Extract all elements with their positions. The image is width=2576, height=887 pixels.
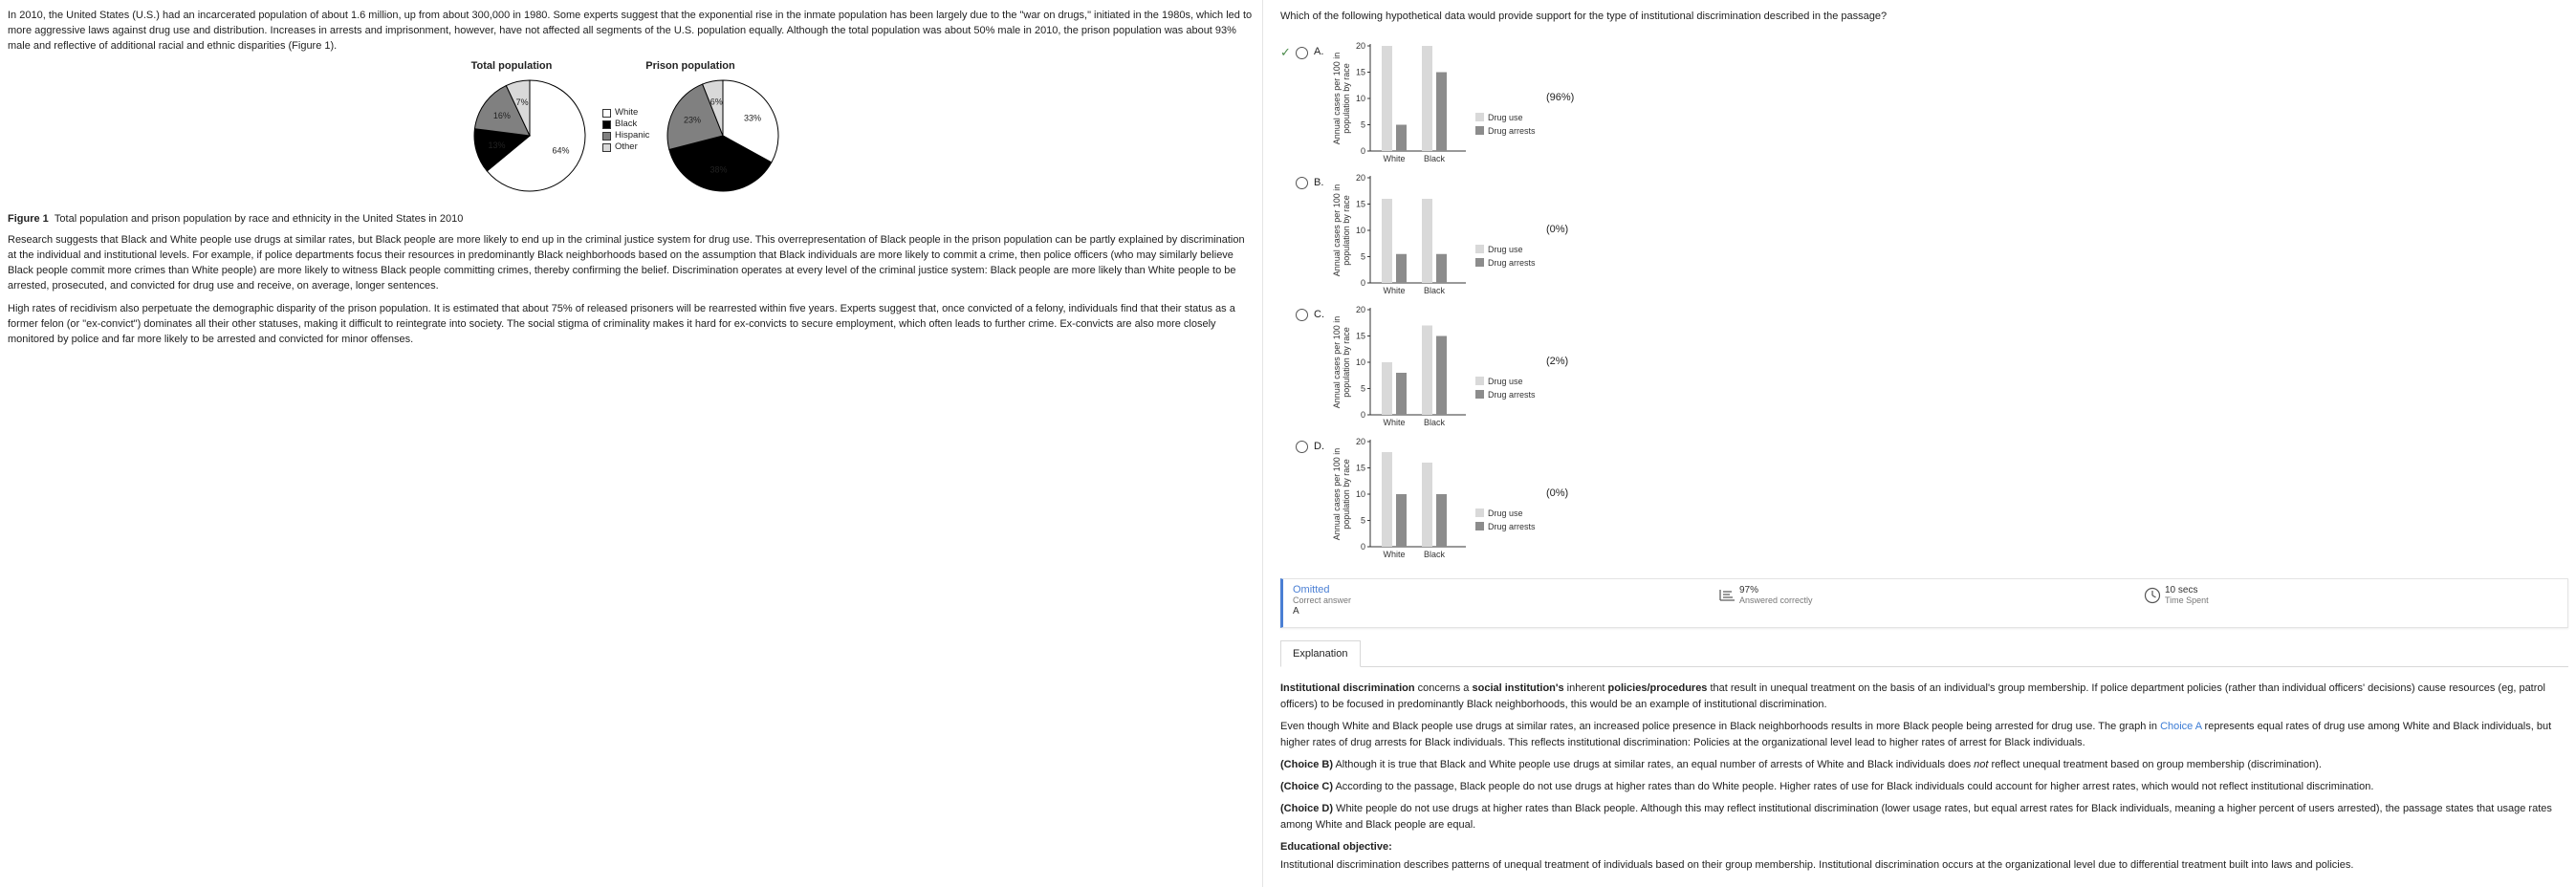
legend-swatch-drug-arrests xyxy=(1475,390,1484,399)
explanation-choice-c: (Choice C) According to the passage, Black people do not use drugs at higher rates than do White people. Higher rates of use for Black individuals could account for higher arrest rates, which would not reflect institutional discrimination. xyxy=(1280,781,2374,792)
legend-label-drug-arrests: Drug arrests xyxy=(1488,257,1536,268)
bar-white-drug-arrests xyxy=(1396,254,1407,283)
x-tick-label-white: White xyxy=(1383,285,1406,295)
bar-chart-a xyxy=(1330,38,1540,168)
figure-1 xyxy=(459,55,841,199)
correct-check-icon: ✓ xyxy=(1280,44,1291,59)
choice-letter: A. xyxy=(1314,46,1324,58)
time-spent-label: Time Spent xyxy=(2165,595,2209,605)
correct-answer-label: Correct answer xyxy=(1293,595,1352,605)
x-tick-label-white: White xyxy=(1383,153,1406,163)
radio-button[interactable] xyxy=(1296,177,1308,189)
bar-black-drug-arrests xyxy=(1436,72,1447,151)
x-tick-label-black: Black xyxy=(1423,417,1446,427)
time-stat xyxy=(2144,585,2209,606)
bar-black-drug-use xyxy=(1422,463,1432,547)
bar-black-drug-use xyxy=(1422,325,1432,415)
y-axis-label-line-1: Annual cases per 100 in xyxy=(1332,315,1342,409)
bar-black-drug-arrests xyxy=(1436,494,1447,547)
bar-chart-c xyxy=(1330,302,1540,432)
y-tick-label: 5 xyxy=(1360,119,1365,130)
answer-choice-c[interactable] xyxy=(1280,302,2559,434)
y-axis-label xyxy=(1332,53,1351,145)
tab-explanation[interactable]: Explanation xyxy=(1280,640,1361,667)
y-tick-label: 20 xyxy=(1355,172,1365,183)
y-tick-label: 0 xyxy=(1360,145,1365,156)
tab-underline xyxy=(1280,666,2568,667)
choice-percent: (0%) xyxy=(1546,223,1569,235)
radio-button[interactable] xyxy=(1296,441,1308,453)
y-tick-label: 5 xyxy=(1360,515,1365,526)
y-axis-label-line-1: Annual cases per 100 in xyxy=(1332,52,1342,145)
bar-white-drug-arrests xyxy=(1396,494,1407,547)
answer-choices xyxy=(1280,38,2559,566)
y-tick-label: 0 xyxy=(1360,541,1365,552)
passage-paragraph-1: In 2010, the United States (U.S.) had an incarcerated population of about 1.6 million, up from about 300,000 in 1980. Some experts suggest that the exponential rise in the inmate population has been largely due to the "war on drugs," initiated in the 1980s, which led to more aggressive laws against drug use and distribution. Increases in arrests and imprisonment, however, have not affected all segments of the U.S. population equally. Although the total population was about 50% male in 2010, the prison population was about 93% male and reflective of additional racial and ethnic disparities (Figure 1). xyxy=(8,10,1253,52)
pie-label-hispanic: 16% xyxy=(492,110,511,120)
passage-paragraph-2: Research suggests that Black and White people use drugs at similar rates, but Black people are more likely to end up in the criminal justice system for drug use. This overrepresentation of Black people in the prison population can be partly explained by discrimination at the individual and institutional levels. For example, if police departments focus their resources in predominantly Black neighborhoods based on the assumption that Black individuals are more likely to commit a crime, then police officers (who may similarly believe Black people commit more crimes than White people) are more likely to witness Black people committing crimes, thereby confirming the belief. Discrimination operates at every level of the criminal justice system: Black people are more likely than White people to be arrested, prosecuted, and convicted for drug use and receive, on average, longer sentences. xyxy=(8,234,1245,292)
bar-white-drug-use xyxy=(1382,452,1392,547)
y-tick-label: 10 xyxy=(1355,357,1365,367)
y-tick-label: 10 xyxy=(1355,488,1365,499)
bar-white-drug-use xyxy=(1382,46,1392,151)
bar-black-drug-use xyxy=(1422,199,1432,283)
y-axis-label-line-2: population by race xyxy=(1342,195,1351,266)
passage-body xyxy=(8,232,1251,355)
explanation-choice-d: (Choice D) White people do not use drugs at higher rates than Black people. Although this may reflect institutional discrimination (lower usage rates, but equal arrest rates for Black individuals, meaning a higher percent of users arrested), the passage states that usage rates among White and Black people are equal. xyxy=(1280,803,2552,831)
bar-chart-d xyxy=(1330,434,1540,564)
legend-label-drug-arrests: Drug arrests xyxy=(1488,389,1536,400)
bar-white-drug-use xyxy=(1382,362,1392,415)
y-tick-label: 20 xyxy=(1355,436,1365,446)
total-pie-title: Total population xyxy=(470,60,553,72)
pie-label-white: 64% xyxy=(552,145,570,156)
legend-label-drug-arrests: Drug arrests xyxy=(1488,521,1536,531)
legend-swatch-drug-use xyxy=(1475,377,1484,385)
percent-stat xyxy=(1718,585,1813,606)
pie-label-black: 38% xyxy=(709,164,728,175)
explanation-paragraph-1: Institutional discrimination concerns a social institution's inherent policies/procedures that result in unequal treatment on the basis of an individual's group membership. If police department policies (rather than individual officers' decisions) cause resources (eg, patrol officers) to be focused in predominantly Black neighborhoods, this would be an example of institutional discrimination. xyxy=(1280,682,2545,710)
y-tick-label: 15 xyxy=(1355,67,1365,77)
choice-header[interactable] xyxy=(1280,308,1324,323)
legend-swatch-drug-use xyxy=(1475,245,1484,253)
answer-choice-a[interactable] xyxy=(1280,38,2559,170)
y-tick-label: 10 xyxy=(1355,93,1365,103)
x-tick-label-black: Black xyxy=(1423,153,1446,163)
x-tick-label-black: Black xyxy=(1423,285,1446,295)
y-tick-label: 15 xyxy=(1355,331,1365,341)
pie-label-white: 33% xyxy=(743,113,761,123)
choice-header[interactable] xyxy=(1280,440,1324,455)
legend-swatch-white xyxy=(602,109,611,118)
passage-pane xyxy=(0,0,1262,887)
y-tick-label: 0 xyxy=(1360,409,1365,420)
y-axis-label xyxy=(1332,184,1351,277)
y-tick-label: 0 xyxy=(1360,277,1365,288)
status-stat xyxy=(1293,585,1351,617)
bar-chart-icon xyxy=(1718,587,1736,602)
bar-white-drug-arrests xyxy=(1396,373,1407,415)
choice-percent: (2%) xyxy=(1546,355,1569,367)
legend-label-drug-use: Drug use xyxy=(1488,376,1523,386)
choice-percent: (96%) xyxy=(1546,91,1575,103)
radio-button[interactable] xyxy=(1296,47,1308,59)
educational-objective-text: Institutional discrimination describes patterns of unequal treatment of individuals based on their group membership. Institutional discrimination occurs at the organizational level due to differential treatment built into laws and policies. xyxy=(1280,859,2354,871)
bar-black-drug-use xyxy=(1422,46,1432,151)
y-tick-label: 10 xyxy=(1355,225,1365,235)
pie-label-other: 6% xyxy=(709,97,723,107)
figure-caption: Figure 1 Total population and prison population by race and ethnicity in the United States in 2010 xyxy=(8,213,464,225)
y-tick-label: 20 xyxy=(1355,40,1365,51)
prison-population-pie xyxy=(664,76,782,195)
answer-stats-bar xyxy=(1280,578,2568,628)
choice-header[interactable] xyxy=(1280,44,1323,62)
total-population-pie xyxy=(470,76,589,195)
y-tick-label: 20 xyxy=(1355,304,1365,314)
legend-swatch-black xyxy=(602,120,611,129)
x-tick-label-white: White xyxy=(1383,417,1406,427)
radio-button[interactable] xyxy=(1296,309,1308,321)
bar-chart-b xyxy=(1330,170,1540,300)
legend-swatch-drug-arrests xyxy=(1475,522,1484,530)
y-axis-label-line-1: Annual cases per 100 in xyxy=(1332,184,1342,277)
prison-pie-title: Prison population xyxy=(645,60,735,72)
explanation-body xyxy=(1280,681,2568,879)
legend-swatch-drug-use xyxy=(1475,113,1484,121)
legend-swatch-drug-arrests xyxy=(1475,126,1484,135)
legend-swatch-drug-arrests xyxy=(1475,258,1484,267)
pie-legend xyxy=(602,107,649,153)
question-stem: Which of the following hypothetical data would provide support for the type of institutional discrimination described in the passage? xyxy=(1280,11,1888,22)
legend-swatch-drug-use xyxy=(1475,508,1484,517)
y-axis-label-line-2: population by race xyxy=(1342,327,1351,398)
pie-label-other: 7% xyxy=(515,97,529,107)
choice-letter: C. xyxy=(1314,308,1324,320)
legend-label-drug-arrests: Drug arrests xyxy=(1488,125,1536,136)
bar-black-drug-arrests xyxy=(1436,254,1447,283)
legend-label-drug-use: Drug use xyxy=(1488,508,1523,518)
legend-label-drug-use: Drug use xyxy=(1488,112,1523,122)
y-tick-label: 5 xyxy=(1360,383,1365,394)
y-axis-label-line-1: Annual cases per 100 in xyxy=(1332,447,1342,541)
bar-black-drug-arrests xyxy=(1436,335,1447,415)
explanation-choice-b: (Choice B) Although it is true that Black and White people use drugs at similar rates, an equal number of arrests of White and Black individuals does not reflect unequal treatment based on group membership (discrimination). xyxy=(1280,759,2322,770)
x-tick-label-white: White xyxy=(1383,549,1406,559)
legend-item-other: Other xyxy=(602,141,649,153)
time-spent: 10 secs xyxy=(2165,585,2198,595)
pie-label-hispanic: 23% xyxy=(683,115,701,125)
legend-item-hispanic: Hispanic xyxy=(602,130,649,141)
choice-letter: D. xyxy=(1314,440,1324,452)
legend-item-black: Black xyxy=(602,119,649,130)
educational-objective-label: Educational objective: xyxy=(1280,841,1392,853)
correct-answer-value: A xyxy=(1293,606,1299,617)
legend-item-white: White xyxy=(602,107,649,119)
choice-percent: (0%) xyxy=(1546,487,1569,499)
clock-icon xyxy=(2144,587,2161,604)
bar-white-drug-use xyxy=(1382,199,1392,283)
pie-label-black: 13% xyxy=(488,141,506,151)
percent-correct-label: Answered correctly xyxy=(1739,595,1813,605)
explanation-paragraph-2: Even though White and Black people use drugs at similar rates, an increased police presence in Black neighborhoods results in more Black people being arrested for drug use. The graph in Choice A represents equal rates of drug use among White and Black individuals, but higher rates of drug arrests for Black individuals. This reflects institutional discrimination: Policies at the organizational level lead to higher rates of arrest for Black individuals. xyxy=(1280,721,2552,748)
y-axis-label-line-2: population by race xyxy=(1342,63,1351,134)
passage-paragraph-3: High rates of recidivism also perpetuate the demographic disparity of the prison population. It is estimated that about 75% of released prisoners will be rearrested within five years. Experts suggest that, once convicted of a felony, individuals find that their status as a former felon (or "ex-convict") dominates all their other statuses, making it difficult to reintegrate into society. The social stigma of criminality makes it hard for ex-convicts to secure employment, which often leads to further crime. Ex-convicts are also more closely monitored by police and far more likely to be arrested and convicted for minor offenses. xyxy=(8,303,1235,345)
y-axis-label xyxy=(1332,448,1351,541)
y-tick-label: 5 xyxy=(1360,251,1365,262)
prison-pie-wrap xyxy=(664,76,782,201)
x-tick-label-black: Black xyxy=(1423,549,1446,559)
percent-correct: 97% xyxy=(1739,585,1759,595)
y-tick-label: 15 xyxy=(1355,463,1365,473)
choice-a-link[interactable]: Choice A xyxy=(2160,721,2202,732)
answer-choice-b[interactable] xyxy=(1280,170,2559,302)
y-axis-label-line-2: population by race xyxy=(1342,459,1351,530)
total-pie-wrap xyxy=(470,76,589,201)
status-omitted: Omitted xyxy=(1293,584,1330,595)
y-axis-label xyxy=(1332,316,1351,409)
y-tick-label: 15 xyxy=(1355,199,1365,209)
answer-choice-d[interactable] xyxy=(1280,434,2559,566)
choice-header[interactable] xyxy=(1280,176,1323,191)
choice-letter: B. xyxy=(1314,176,1324,188)
legend-label-drug-use: Drug use xyxy=(1488,244,1523,254)
bar-white-drug-arrests xyxy=(1396,124,1407,151)
legend-swatch-hispanic xyxy=(602,132,611,141)
legend-swatch-other xyxy=(602,143,611,152)
